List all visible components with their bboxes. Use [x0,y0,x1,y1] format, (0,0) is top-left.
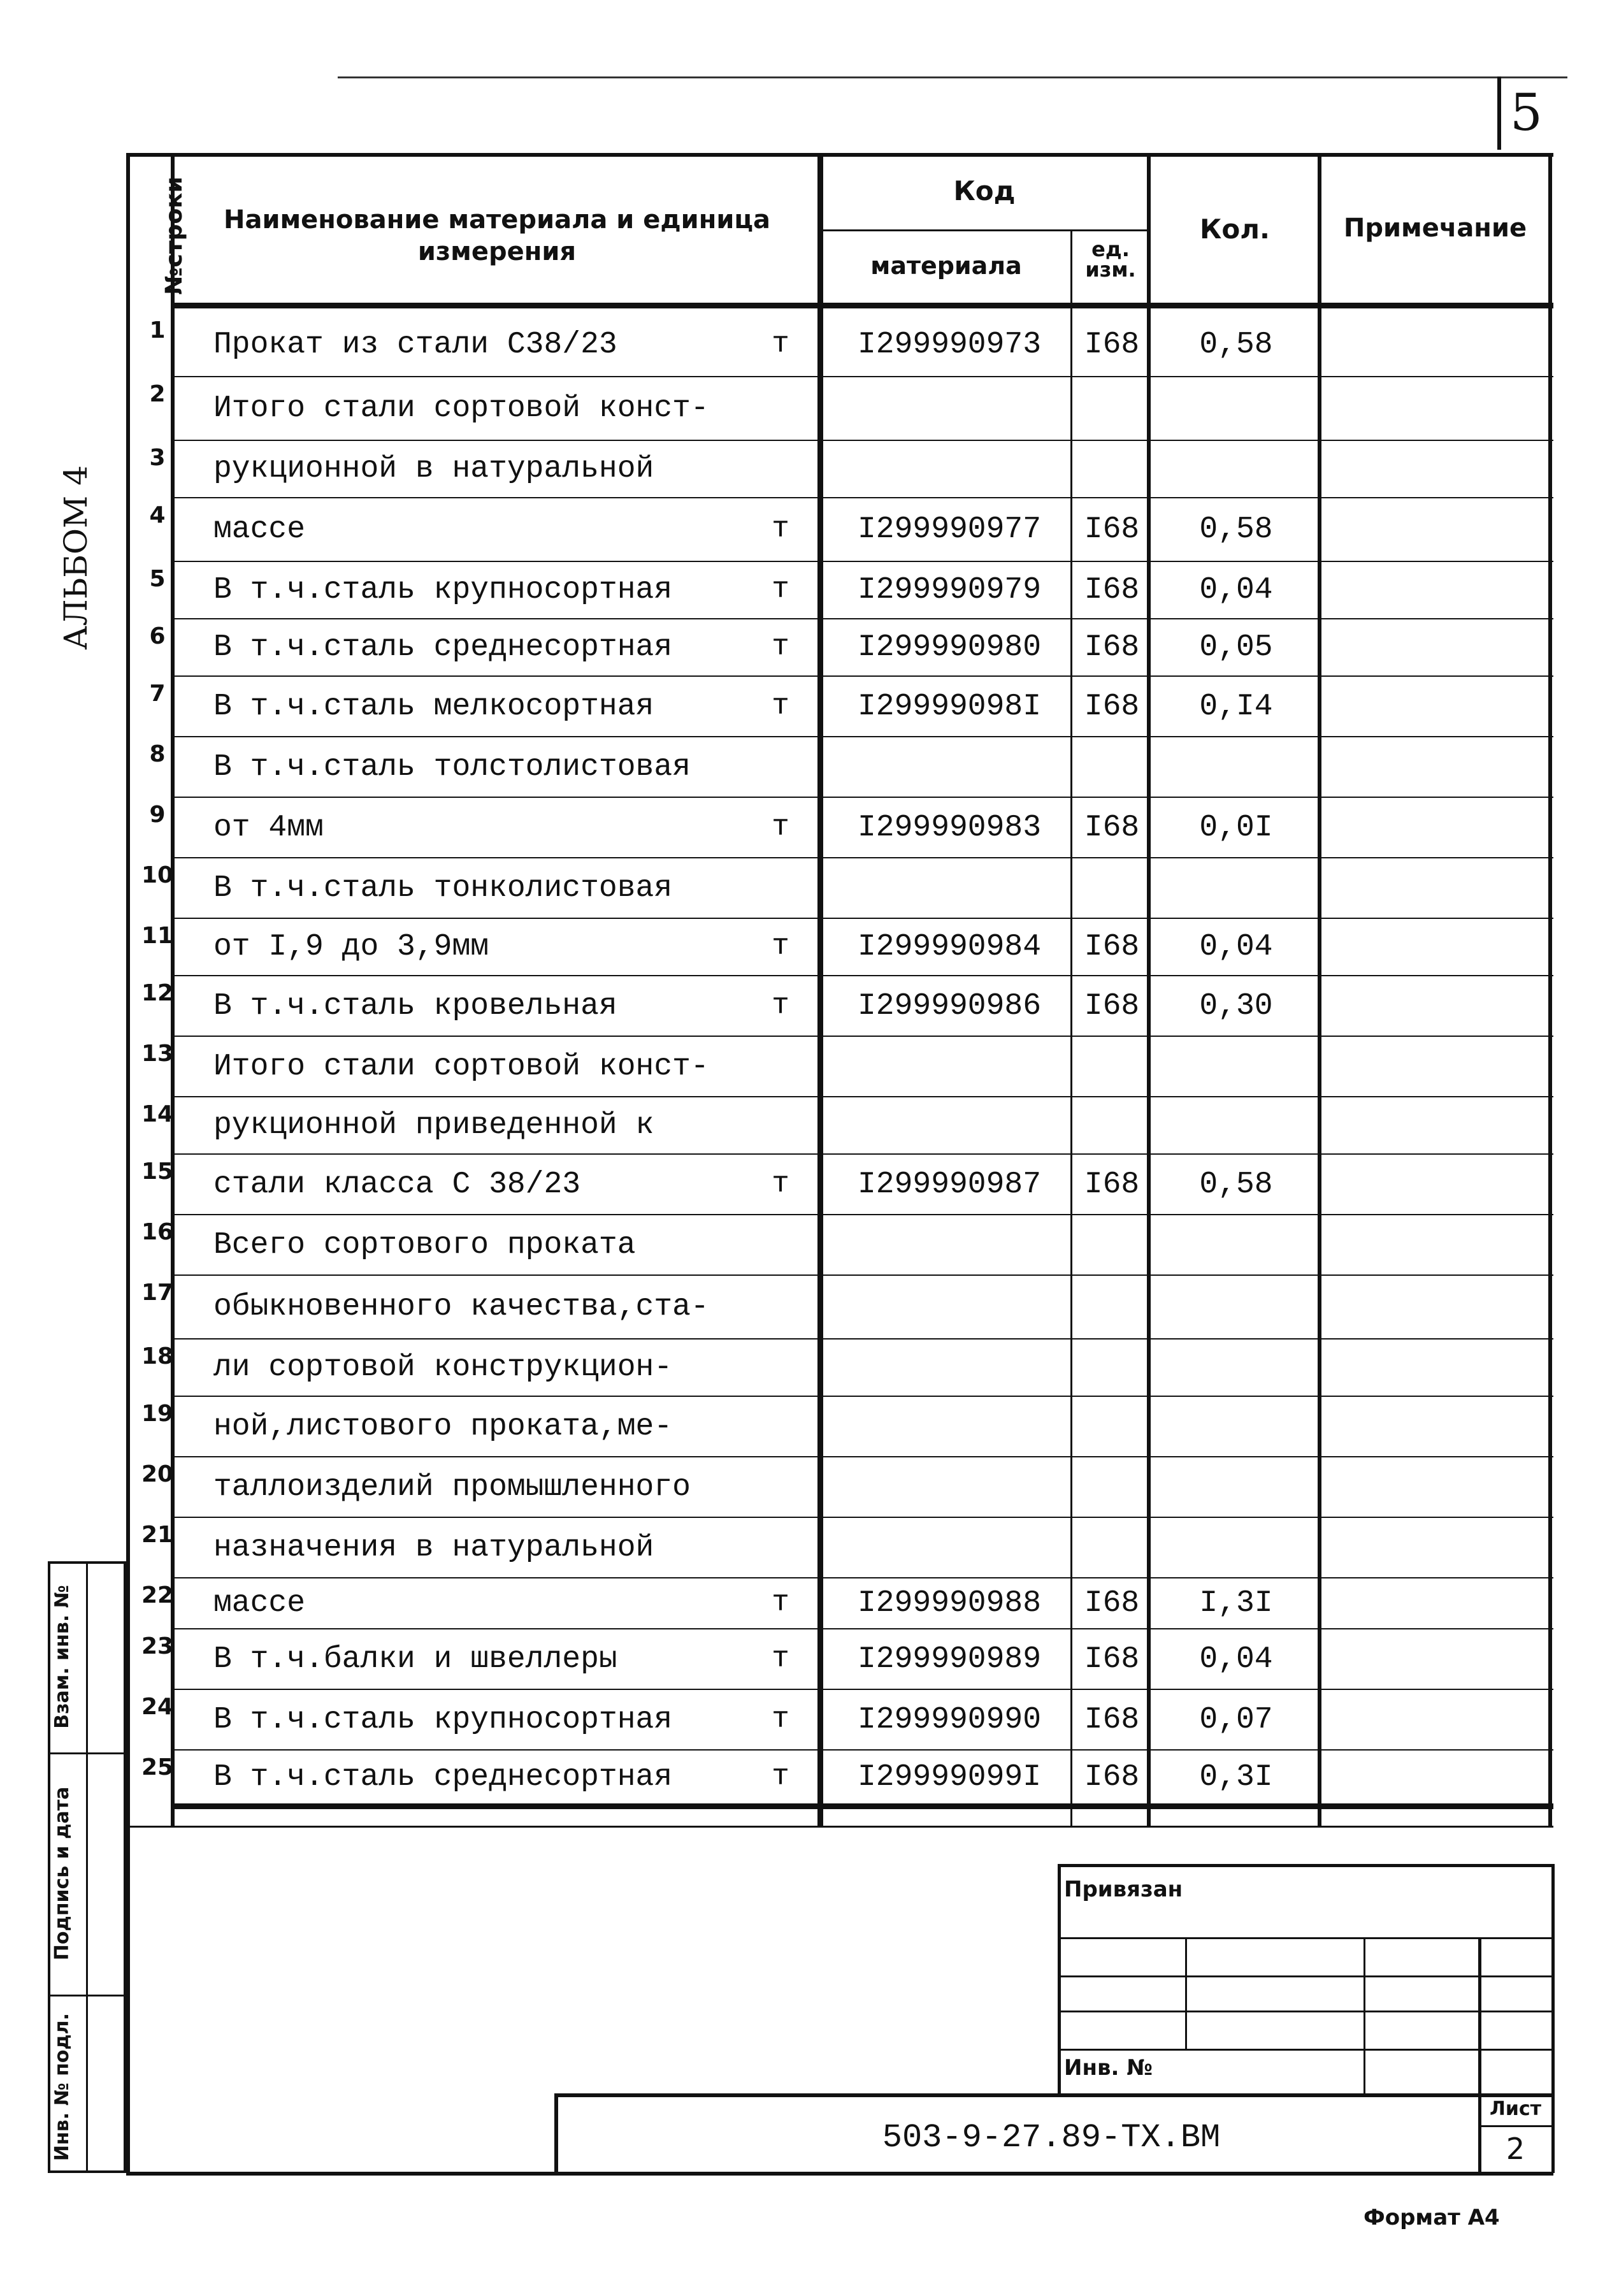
row-number: 23 [141,1633,174,1659]
header-qty: Кол. [1200,213,1270,245]
unit: т [772,810,789,844]
unit-code: I68 [1084,630,1140,665]
row-number: 16 [141,1219,174,1245]
row-number: 10 [141,862,174,888]
material-name: рукционной приведенной к [213,1108,654,1143]
unit-code: I68 [1084,573,1140,607]
material-code: I29999098I [857,689,1042,724]
quantity: 0,3I [1199,1759,1273,1794]
sheet-label: Лист [1489,2098,1542,2120]
row-number: 1 [149,317,166,343]
unit-code: I68 [1084,1702,1140,1737]
header-code-unit: ед. изм. [1085,237,1136,282]
material-name: ной,листового проката,ме- [213,1409,673,1444]
unit: т [772,630,789,663]
material-name: стали класса С 38/23 [213,1167,581,1202]
unit-code: I68 [1084,930,1140,964]
material-code: I299990980 [857,630,1042,665]
row-number: 7 [149,681,166,707]
material-code: I299990973 [857,328,1042,362]
header-code-material: материала [870,252,1022,280]
quantity: 0,30 [1199,988,1273,1023]
row-divider [171,1153,1553,1155]
material-code: I299990983 [857,810,1042,845]
row-divider [171,975,1553,976]
row-number: 18 [141,1343,174,1369]
material-name: В т.ч.сталь мелкосортная [213,689,654,724]
row-number: 17 [141,1280,174,1306]
format-label: Формат А4 [1364,2205,1500,2230]
quantity: 0,04 [1199,1642,1273,1677]
unit-code: I68 [1084,988,1140,1023]
row-divider [171,1749,1553,1751]
row-divider [171,1096,1553,1097]
row-divider [171,1689,1553,1690]
title-inv-no: Инв. № [1064,2055,1153,2081]
row-number: 20 [141,1461,174,1487]
material-code: I299990977 [857,512,1042,547]
unit: т [772,1167,789,1201]
unit-code: I68 [1084,328,1140,362]
title-privyazan: Привязан [1064,1877,1183,1902]
row-number: 13 [141,1041,174,1067]
row-divider [171,1036,1553,1037]
unit: т [772,512,789,545]
material-name: В т.ч.сталь среднесортная [213,1759,673,1794]
unit: т [772,930,789,963]
quantity: 0,0I [1199,810,1273,845]
material-name: В т.ч.сталь кровельная [213,988,617,1023]
unit: т [772,1759,789,1793]
material-code: I299990989 [857,1642,1042,1677]
unit: т [772,573,789,606]
material-name: В т.ч.сталь крупносортная [213,1702,673,1737]
row-number: 3 [149,445,166,471]
material-name: массе [213,512,306,547]
material-name: В т.ч.сталь толстолистовая [213,749,691,784]
material-name: В т.ч.сталь среднесортная [213,630,673,665]
header-code: Код [953,175,1016,206]
doc-code: 503-9-27.89-ТХ.ВМ [882,2119,1221,2156]
material-code: I299990984 [857,930,1042,964]
material-name: ли сортовой конструкцион- [213,1350,673,1385]
row-number: 14 [141,1101,174,1127]
top-rule [338,76,1567,78]
row-divider [171,561,1553,562]
material-name: Прокат из стали С38/23 [213,328,617,362]
material-code: I299990990 [857,1702,1042,1737]
row-divider [171,1577,1553,1578]
material-name: от I,9 до 3,9мм [213,930,489,964]
quantity: 0,04 [1199,573,1273,607]
stamp-inv: Инв. № подл. [51,2012,73,2162]
row-number: 19 [141,1401,174,1427]
page-number: 5 [1510,83,1543,142]
material-name: таллоизделий промышленного [213,1469,691,1505]
sheet-number: 2 [1506,2132,1525,2166]
quantity: 0,I4 [1199,689,1273,724]
row-divider [171,1214,1553,1215]
material-code: I299990987 [857,1167,1042,1202]
unit-code: I68 [1084,1642,1140,1677]
unit: т [772,1702,789,1736]
row-number: 2 [149,381,166,407]
material-name: рукционной в натуральной [213,452,654,486]
header-row-no: №строки [161,177,187,295]
row-divider [171,918,1553,919]
row-number: 22 [141,1582,174,1608]
row-number: 11 [141,923,174,949]
quantity: 0,05 [1199,630,1273,665]
material-name: Итого стали сортовой конст- [213,391,709,426]
row-divider [171,675,1553,677]
unit-code: I68 [1084,1586,1140,1621]
stamp-podpis: Подпись и дата [51,1786,73,1961]
row-divider [171,440,1553,441]
material-code: I299990988 [857,1586,1042,1621]
material-name: Всего сортового проката [213,1227,636,1262]
unit-code: I68 [1084,689,1140,724]
quantity: 0,58 [1199,328,1273,362]
unit: т [772,1586,789,1619]
material-code: I299990979 [857,573,1042,607]
quantity: I,3I [1199,1586,1273,1621]
album-label: АЛЬБОМ 4 [57,465,94,650]
material-name: обыкновенного качества,ста- [213,1290,709,1324]
row-divider [171,1274,1553,1276]
quantity: 0,58 [1199,512,1273,547]
material-name: В т.ч.балки и швеллеры [213,1642,617,1677]
unit-code: I68 [1084,1167,1140,1202]
row-divider [171,1628,1553,1629]
row-divider [171,1396,1553,1397]
row-number: 6 [149,623,166,649]
quantity: 0,07 [1199,1702,1273,1737]
page-number-box-left [1497,76,1501,150]
material-name: назначения в натуральной [213,1530,654,1565]
material-name: Итого стали сортовой конст- [213,1049,709,1084]
row-number: 12 [141,980,174,1006]
row-number: 25 [141,1754,174,1780]
row-number: 24 [141,1694,174,1720]
row-number: 5 [149,566,166,592]
row-divider [171,376,1553,377]
row-divider [171,1517,1553,1518]
material-name: от 4мм [213,810,324,845]
unit: т [772,689,789,723]
row-number: 21 [141,1522,174,1548]
unit: т [772,1642,789,1675]
quantity: 0,04 [1199,930,1273,964]
row-divider [171,736,1553,737]
unit-code: I68 [1084,810,1140,845]
row-divider [171,797,1553,798]
row-number: 15 [141,1159,174,1185]
row-divider [171,618,1553,619]
material-name: В т.ч.сталь крупносортная [213,573,673,607]
row-number: 9 [149,802,166,828]
material-name: В т.ч.сталь тонколистовая [213,870,673,906]
material-name: массе [213,1586,306,1621]
row-divider [171,1338,1553,1339]
row-divider [171,1456,1553,1457]
quantity: 0,58 [1199,1167,1273,1202]
unit: т [772,328,789,361]
stamp-vzam: Взам. инв. № [51,1585,73,1729]
unit: т [772,988,789,1022]
material-code: I299990986 [857,988,1042,1023]
unit-code: I68 [1084,512,1140,547]
row-number: 8 [149,741,166,767]
unit-code: I68 [1084,1759,1140,1794]
row-divider [171,857,1553,858]
row-number: 4 [149,502,166,528]
header-note: Примечание [1343,213,1527,243]
material-code: I29999099I [857,1759,1042,1794]
row-divider [171,497,1553,498]
header-name: Наименование материала и единица измерения [223,205,771,266]
